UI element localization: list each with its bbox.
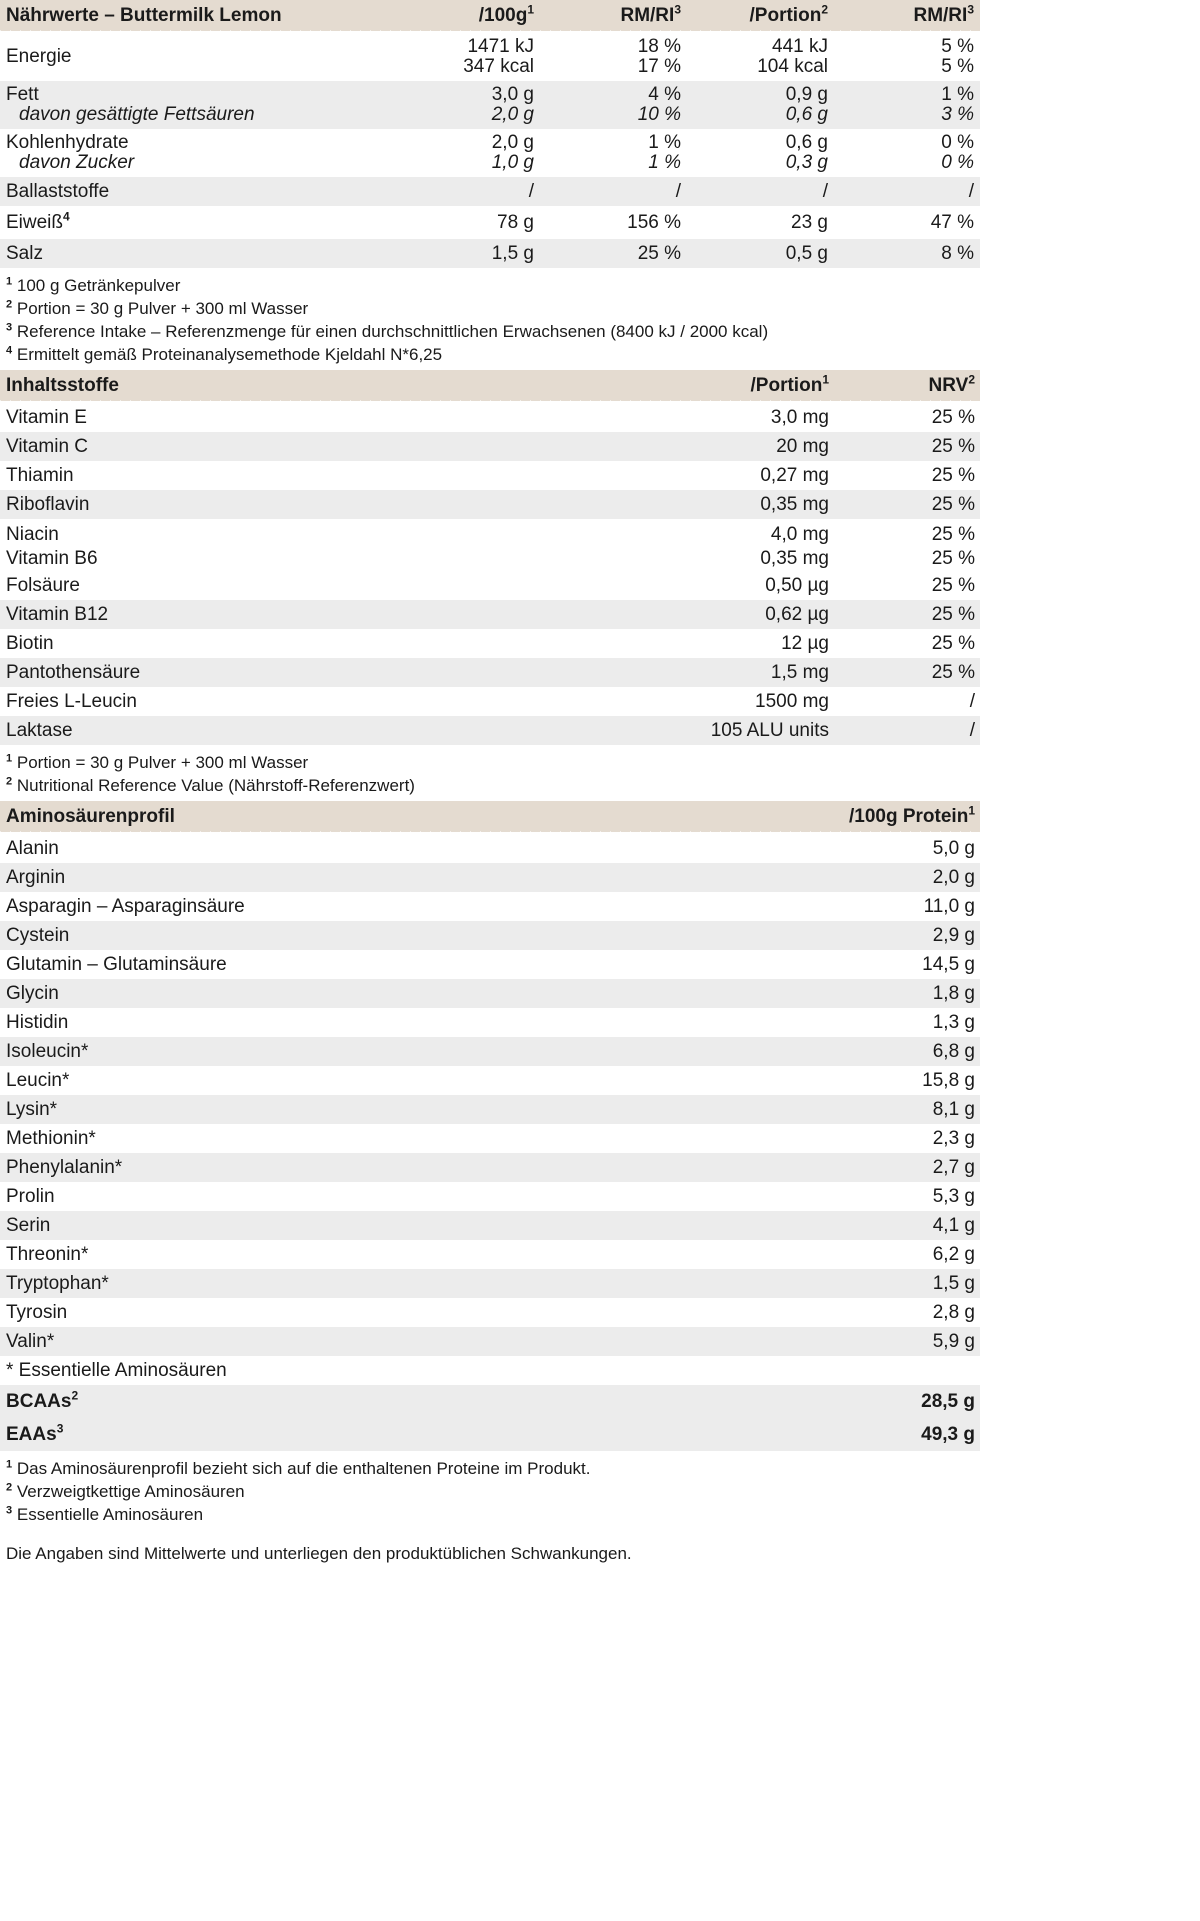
row-label: Pantothensäure xyxy=(6,661,141,683)
value-cell: 12 µg xyxy=(781,632,829,654)
col-per-portion: /Portion$^2$ xyxy=(749,2,828,26)
nutrition-footnotes xyxy=(0,268,980,370)
value-cell: 2,3 g xyxy=(932,1127,975,1149)
value-cell: 14,5 g xyxy=(922,953,975,975)
footnote: $^1$ 100 g Getränkepulver xyxy=(6,275,181,295)
table-row-eiweiss xyxy=(0,206,980,239)
value-cell: 0,62 µg xyxy=(765,603,829,625)
amino-table xyxy=(0,801,980,1451)
value-cell: / xyxy=(969,719,975,741)
value-cell: 25 % xyxy=(931,632,975,654)
table-row xyxy=(0,1124,980,1153)
value-cell: 25 % xyxy=(931,464,975,486)
row-label: Freies L-Leucin xyxy=(6,690,137,712)
row-label: Tryptophan* xyxy=(6,1272,109,1294)
table-row xyxy=(0,432,980,461)
row-label: Ballaststoffe xyxy=(6,180,110,202)
footnote: $^2$ Verzweigtkettige Aminosäuren xyxy=(6,1481,245,1501)
table-row-energie xyxy=(0,33,980,81)
row-label: Isoleucin* xyxy=(6,1040,89,1062)
table-row-bcaa xyxy=(0,1385,980,1418)
table-row xyxy=(0,1153,980,1182)
value-cell: 78 g xyxy=(497,211,534,233)
row-label: Eiweiß$^4$ xyxy=(6,209,70,233)
value-cell: 0,35 mg xyxy=(760,548,829,569)
value-cell: 1,5 mg xyxy=(770,661,829,683)
table-row xyxy=(0,687,980,716)
row-label: Niacin xyxy=(6,524,59,545)
table-row xyxy=(0,600,980,629)
value-cell: 25 % xyxy=(931,574,975,596)
table-row-ballaststoffe xyxy=(0,177,980,206)
row-label: Cystein xyxy=(6,924,70,946)
col-per-100g-protein: /100g Protein$^1$ xyxy=(848,803,975,827)
row-label: Folsäure xyxy=(6,574,80,596)
row-label: Vitamin E xyxy=(6,406,87,428)
value-cell: 1,5 g xyxy=(491,242,534,264)
row-label: BCAAs$^2$ xyxy=(6,1388,79,1412)
row-label: Energie xyxy=(6,46,72,67)
row-label: Salz xyxy=(6,242,43,264)
value-cell: 2,7 g xyxy=(932,1156,975,1178)
value-cell: 0,35 mg xyxy=(760,493,829,515)
nutrition-table xyxy=(0,0,980,268)
ingredients-footnotes xyxy=(0,745,980,801)
ingredients-header-row xyxy=(0,370,980,403)
footnote: $^3$ Essentielle Aminosäuren xyxy=(6,1504,204,1524)
value-cell: 5,0 g xyxy=(932,837,975,859)
table-row xyxy=(0,1211,980,1240)
table-row xyxy=(0,629,980,658)
value-cell: 5,9 g xyxy=(932,1330,975,1352)
value-cell: 1500 mg xyxy=(755,690,829,712)
row-label: Glutamin – Glutaminsäure xyxy=(6,953,227,975)
value-cell: / xyxy=(969,690,975,712)
row-label: Vitamin B6 xyxy=(6,548,98,569)
value-cell: 25 % xyxy=(931,524,975,545)
table-row xyxy=(0,1008,980,1037)
row-label: Vitamin C xyxy=(6,435,89,457)
value-cell: 0,50 µg xyxy=(765,574,829,596)
value-cell: 3,0 g 2,0 g xyxy=(491,84,534,125)
table-row xyxy=(0,403,980,432)
footnote: $^2$ Nutritional Reference Value (Nährstoff-Referenzwert) xyxy=(6,775,415,795)
value-cell: 11,0 g xyxy=(923,895,975,917)
table-row xyxy=(0,892,980,921)
table-row xyxy=(0,863,980,892)
row-label: Histidin xyxy=(6,1011,69,1033)
table-row xyxy=(0,1327,980,1356)
footnote: $^3$ Reference Intake – Referenzmenge für einen durchschnittlichen Erwachsenen (8400 kJ / 2000 kcal) xyxy=(6,321,769,341)
col-per-portion: /Portion$^1$ xyxy=(750,372,829,396)
row-label: Asparagin – Asparaginsäure xyxy=(6,895,245,917)
value-cell: 20 mg xyxy=(776,435,829,457)
row-label: Methionin* xyxy=(6,1127,96,1149)
row-label: Lysin* xyxy=(6,1098,58,1120)
essential-note: * Essentielle Aminosäuren xyxy=(6,1359,227,1381)
table-row xyxy=(0,1182,980,1211)
table-row xyxy=(0,1240,980,1269)
value-cell: 0 % 0 % xyxy=(941,132,974,173)
value-cell: 0,6 g 0,3 g xyxy=(785,132,828,173)
value-cell: 156 % xyxy=(627,211,681,233)
row-label: Laktase xyxy=(6,719,73,741)
row-label: Serin xyxy=(6,1214,51,1236)
table-row xyxy=(0,461,980,490)
nutrition-header-row xyxy=(0,0,980,33)
table-row xyxy=(0,490,980,519)
footnote: $^2$ Portion = 30 g Pulver + 300 ml Wasser xyxy=(6,298,309,318)
value-cell: 25 % xyxy=(931,603,975,625)
footnote: $^1$ Das Aminosäurenprofil bezieht sich auf die enthaltenen Proteine im Produkt. xyxy=(6,1458,591,1478)
value-cell: 0,5 g xyxy=(785,242,828,264)
value-cell: 25 % xyxy=(637,242,681,264)
row-label: Threonin* xyxy=(6,1243,89,1265)
value-cell: / xyxy=(822,180,828,202)
value-cell: 3,0 mg xyxy=(770,406,829,428)
value-cell: 4 % 10 % xyxy=(637,84,681,125)
row-label: Phenylalanin* xyxy=(6,1156,123,1178)
value-cell: 4,0 mg xyxy=(770,524,829,545)
row-label: Tyrosin xyxy=(6,1301,68,1323)
row-label: Valin* xyxy=(6,1330,55,1352)
row-label: Alanin xyxy=(6,837,59,859)
table-row-eaa xyxy=(0,1418,980,1451)
value-cell: 1471 kJ 347 kcal xyxy=(463,36,534,77)
value-cell: 47 % xyxy=(930,211,974,233)
footnote: $^4$ Ermittelt gemäß Proteinanalysemethode Kjeldahl N*6,25 xyxy=(6,344,443,364)
row-label: Glycin xyxy=(6,982,59,1004)
value-cell: / xyxy=(528,180,534,202)
col-per-100g: $/100g^1$ xyxy=(478,2,534,26)
value-cell: 1,8 g xyxy=(932,982,975,1004)
value-cell: 6,8 g xyxy=(932,1040,975,1062)
value-cell: 1,3 g xyxy=(932,1011,975,1033)
value-cell: 25 % xyxy=(931,406,975,428)
table-row xyxy=(0,1095,980,1124)
value-cell: 0,27 mg xyxy=(760,464,829,486)
value-cell: 25 % xyxy=(931,493,975,515)
table-row xyxy=(0,979,980,1008)
table-row-kohlenhydrate xyxy=(0,129,980,177)
value-cell: 25 % xyxy=(931,435,975,457)
value-cell: 4,1 g xyxy=(932,1214,975,1236)
row-label: Vitamin B12 xyxy=(6,603,109,625)
value-cell: 8 % xyxy=(941,242,974,264)
table-row xyxy=(0,1269,980,1298)
row-label: Riboflavin xyxy=(6,493,90,515)
value-cell: 441 kJ 104 kcal xyxy=(757,36,828,77)
value-cell: 1 % 3 % xyxy=(941,84,974,125)
table-row xyxy=(0,571,980,600)
col-rmri-portion: $RM/RI^3$ xyxy=(913,2,974,26)
value-cell: 1 % 1 % xyxy=(648,132,681,173)
row-label: Arginin xyxy=(6,866,66,888)
amino-footnotes xyxy=(0,1451,980,1530)
amino-header-row xyxy=(0,801,980,834)
table-row xyxy=(0,523,980,547)
footnote: $^1$ Portion = 30 g Pulver + 300 ml Wasser xyxy=(6,752,309,772)
row-label: Leucin* xyxy=(6,1069,70,1091)
ingredients-title: Inhaltsstoffe xyxy=(6,374,119,396)
col-nrv: NRV$^2$ xyxy=(928,372,975,396)
table-row xyxy=(0,658,980,687)
value-cell: 2,9 g xyxy=(932,924,975,946)
value-cell: 28,5 g xyxy=(921,1390,975,1412)
value-cell: / xyxy=(675,180,681,202)
value-cell: 15,8 g xyxy=(922,1069,975,1091)
value-cell: / xyxy=(968,180,974,202)
row-label: EAAs$^3$ xyxy=(6,1421,64,1445)
value-cell: 8,1 g xyxy=(932,1098,975,1120)
value-cell: 23 g xyxy=(791,211,828,233)
disclaimer: Die Angaben sind Mittelwerte und unterliegen den produktüblichen Schwankungen. xyxy=(6,1544,632,1563)
table-row xyxy=(0,547,980,571)
row-label: Biotin xyxy=(6,632,54,654)
table-row xyxy=(0,1066,980,1095)
table-row xyxy=(0,1298,980,1327)
value-cell: 49,3 g xyxy=(921,1423,975,1445)
value-cell: 5,3 g xyxy=(932,1185,975,1207)
value-cell: 18 % 17 % xyxy=(637,36,681,77)
col-rmri-100g: $RM/RI^3$ xyxy=(620,2,681,26)
value-cell: 0,9 g 0,6 g xyxy=(785,84,828,125)
row-label: Thiamin xyxy=(6,464,74,486)
table-row xyxy=(0,834,980,863)
amino-title: Aminosäurenprofil xyxy=(6,805,175,827)
value-cell: 105 ALU units xyxy=(710,719,829,741)
table-row xyxy=(0,921,980,950)
value-cell: 1,5 g xyxy=(932,1272,975,1294)
value-cell: 5 % 5 % xyxy=(941,36,974,77)
row-label: Kohlenhydrate davon Zucker xyxy=(6,132,135,173)
row-label: Fett davon gesättigte Fettsäuren xyxy=(6,84,255,125)
value-cell: 2,0 g 1,0 g xyxy=(491,132,534,173)
value-cell: 25 % xyxy=(931,661,975,683)
row-label: Prolin xyxy=(6,1185,55,1207)
value-cell: 2,0 g xyxy=(932,866,975,888)
table-row xyxy=(0,716,980,745)
table-row xyxy=(0,950,980,979)
nutrition-title: Nährwerte – Buttermilk Lemon xyxy=(6,4,282,26)
ingredients-table xyxy=(0,370,980,745)
essential-note-row xyxy=(0,1356,980,1385)
value-cell: 2,8 g xyxy=(932,1301,975,1323)
table-row-salz xyxy=(0,239,980,268)
value-cell: 6,2 g xyxy=(932,1243,975,1265)
table-row xyxy=(0,1037,980,1066)
value-cell: 25 % xyxy=(931,548,975,569)
table-row-fett xyxy=(0,81,980,129)
